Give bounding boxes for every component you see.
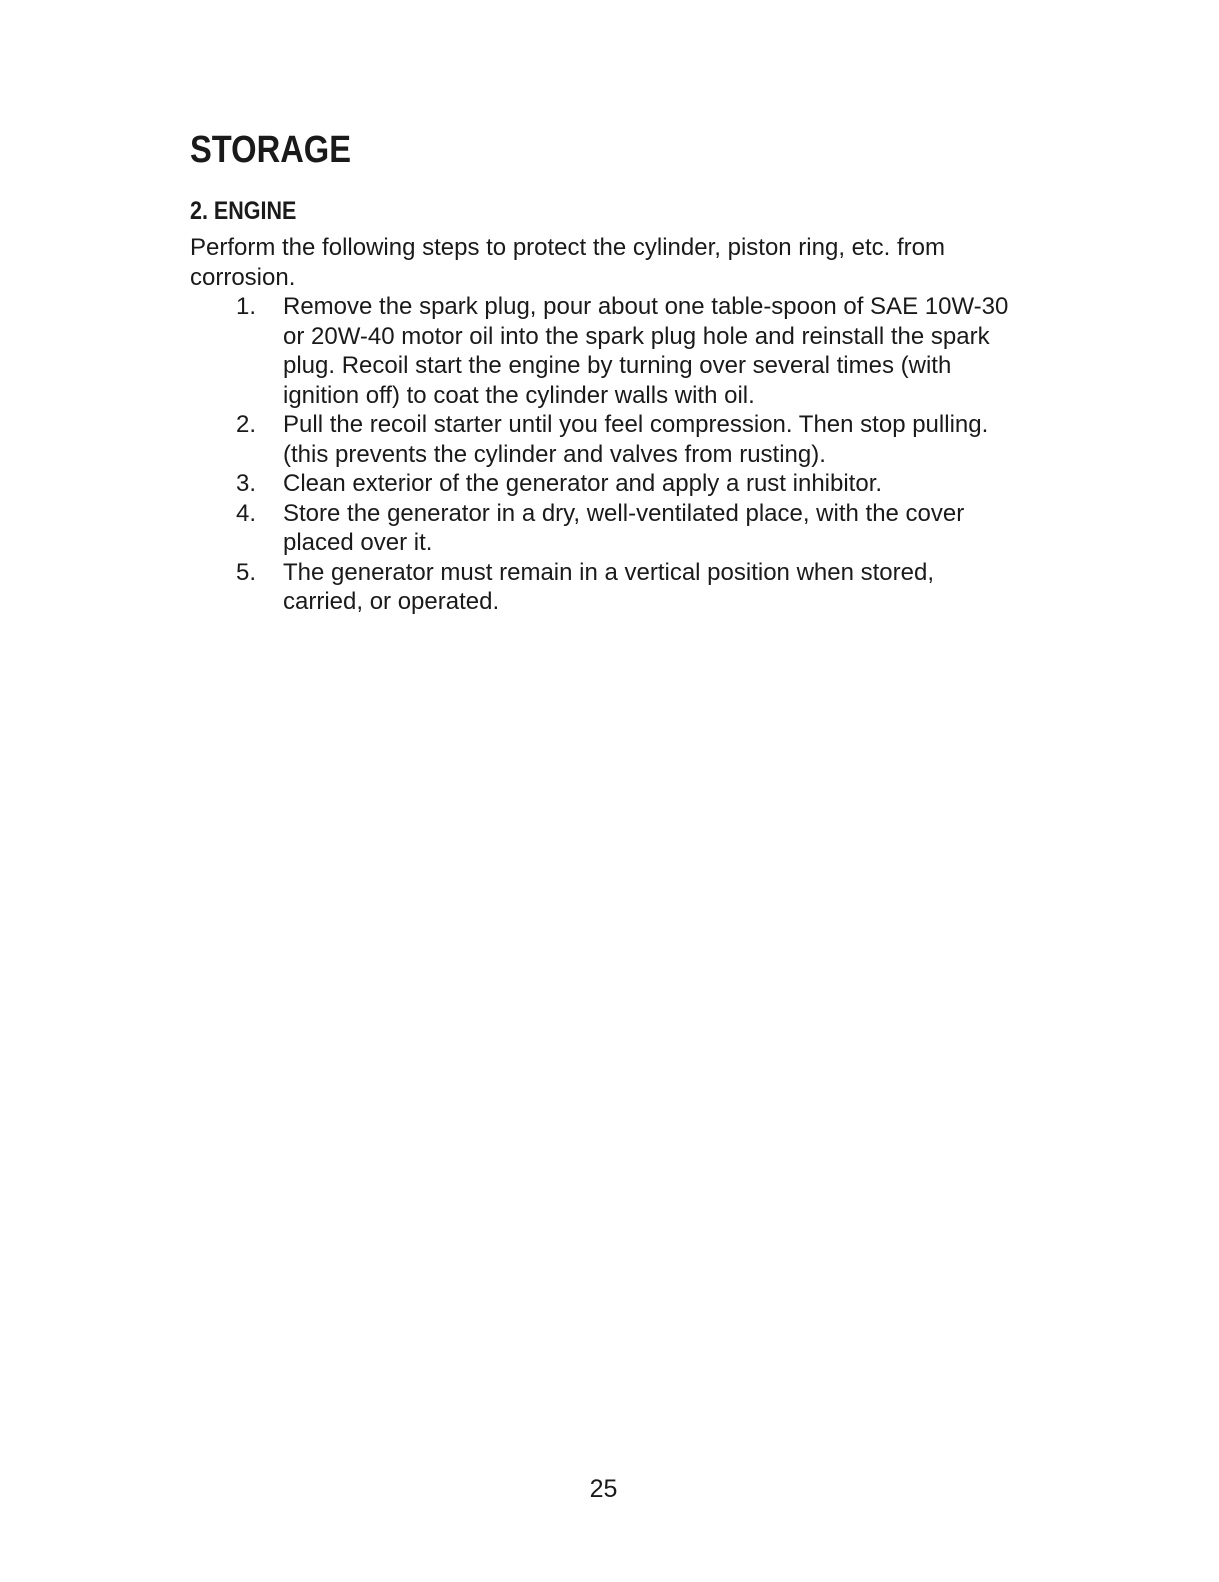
step-number: 2.: [236, 411, 257, 438]
page-title: STORAGE: [190, 129, 352, 171]
step-text: The generator must remain in a vertical position when stored, carried, or operated.: [283, 558, 934, 615]
step-text: Pull the recoil starter until you feel compression. Then stop pulling. (this prevents the cylinder and valves from rusting).: [283, 411, 989, 468]
step-number: 5.: [236, 558, 257, 586]
step-number: 4.: [236, 499, 257, 527]
step-text: Clean exterior of the generator and apply a rust inhibitor.: [283, 470, 883, 497]
list-item: [190, 499, 1020, 558]
page-number: 25: [589, 1475, 618, 1503]
list-item: [190, 558, 1020, 617]
step-text: Remove the spark plug, pour about one table-spoon of SAE 10W-30 or 20W-40 motor oil into the spark plug hole and reinstall the spark plug. Recoil start the engine by turning over several times (with ignition off) to coat the cylinder walls with oil.: [283, 293, 1009, 409]
list-item: [190, 292, 1020, 410]
list-item: [190, 410, 1020, 469]
list-item: [190, 469, 1020, 499]
section-heading: 2. ENGINE: [190, 197, 297, 225]
step-text: Store the generator in a dry, well-ventilated place, with the cover placed over it.: [283, 499, 965, 556]
intro-paragraph: Perform the following steps to protect the cylinder, piston ring, etc. from corrosion.: [190, 234, 946, 291]
step-number: 3.: [236, 470, 257, 497]
steps-list: [190, 292, 1020, 617]
step-number: 1.: [236, 293, 257, 320]
